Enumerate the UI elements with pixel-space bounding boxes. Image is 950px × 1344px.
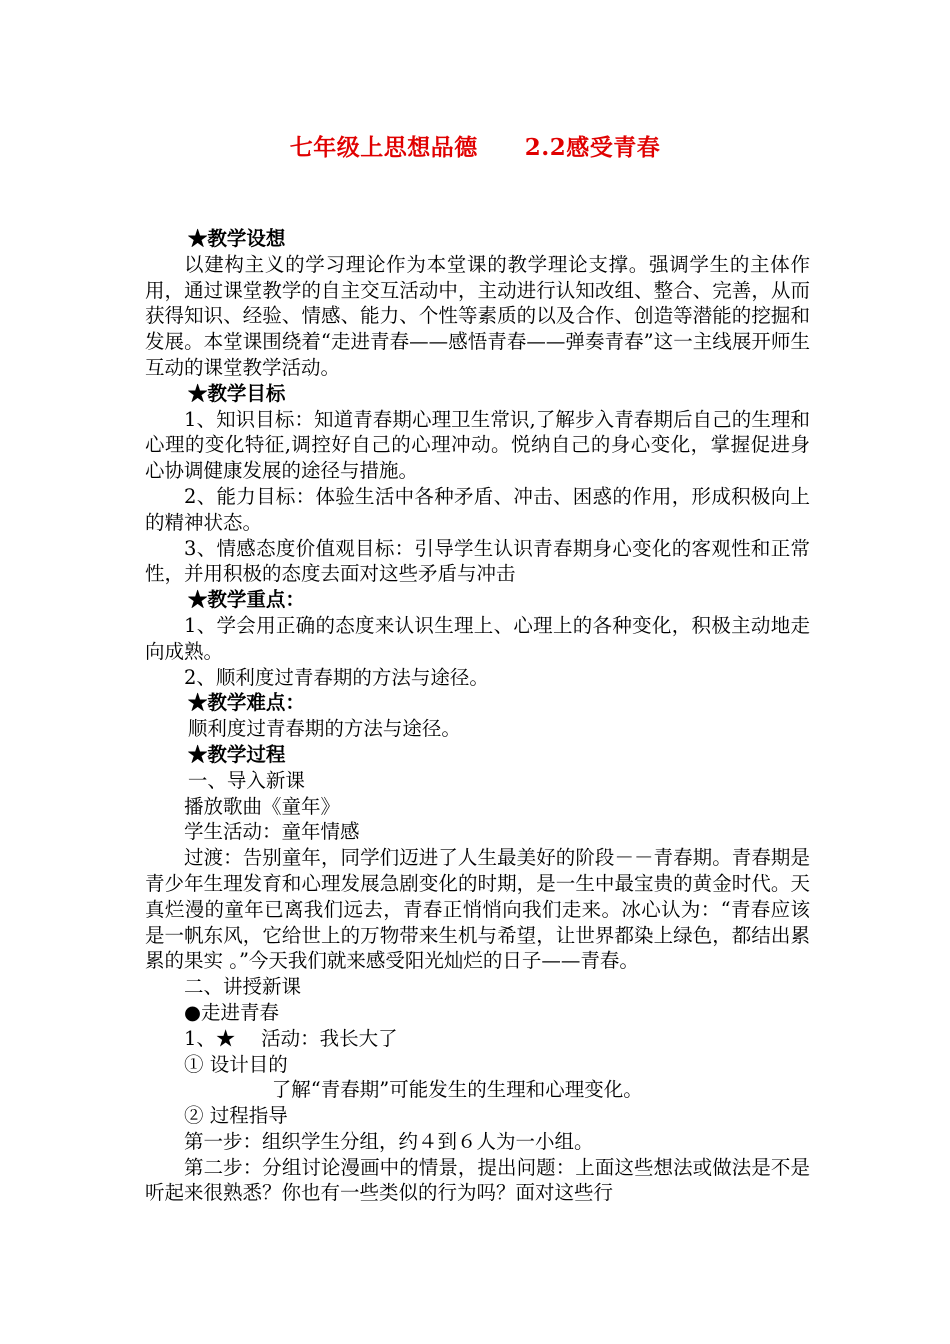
key-point-1: 1、学会用正确的态度来认识生理上、心理上的各种变化，积极主动地走向成熟。: [145, 613, 810, 663]
difficult-heading: ★教学难点：: [187, 691, 305, 715]
step-new: 二、讲授新课: [184, 975, 302, 999]
design-heading: ★教学设想: [187, 227, 286, 250]
step-two: 第二步：分组讨论漫画中的情景，提出问题：上面这些想法或做法是不是听起来很熟悉？你也有一些类似的行为吗？面对这些行: [145, 1155, 810, 1205]
design-paragraph: 以建构主义的学习理论作为本堂课的教学理论支撑。强调学生的主体作用，通过课堂教学的自主交互活动中，主动进行认知改组、整合、完善，从而获得知识、经验、情感、能力、个性等素质的以及合作、创造等潜能的挖掘和发展。本堂课围绕着“走进青春——感悟青春——弹奏青春”这一主线展开师生互动的课堂教学活动。: [145, 252, 810, 379]
document-body: [145, 226, 810, 1206]
document-title: 七年级上思想品德 2.2感受青春: [289, 134, 661, 161]
process-guide: ② 过程指导: [184, 1104, 288, 1128]
enter-youth: ●走进青春: [184, 1000, 280, 1024]
goal-knowledge: 1、知识目标：知道青春期心理卫生常识,了解步入青春期后自己的生理和心理的变化特征,调控好自己的心理冲动。悦纳自己的身心变化，掌握促进身心协调健康发展的途径与措施。: [145, 407, 810, 483]
step-one: 第一步：组织学生分组，约４到６人为一小组。: [184, 1129, 594, 1153]
purpose-text: 了解“青春期”可能发生的生理和心理变化。: [271, 1078, 643, 1102]
step-intro: 一、导入新课: [187, 768, 305, 792]
goal-heading: ★教学目标: [187, 381, 286, 405]
student-activity: 学生活动：童年情感: [184, 820, 360, 844]
key-point-2: 2、顺利度过青春期的方法与途径。: [184, 665, 489, 689]
play-song: 播放歌曲《童年》: [184, 794, 341, 818]
process-heading: ★教学过程: [187, 742, 286, 766]
goal-attitude: 3、情感态度价值观目标：引导学生认识青春期身心变化的客观性和正常性，并用积极的态度去面对这些矛盾与冲击: [145, 536, 810, 586]
transition-paragraph: 过渡：告别童年，同学们迈进了人生最美好的阶段－－青春期。青春期是青少年生理发育和心理发展急剧变化的时期，是一生中最宝贵的黄金时代。天真烂漫的童年已离我们远去，青春正悄悄向我们走来。冰心认为：“青春应该是一帆东风，它给世上的万物带来生机与希望，让世界都染上绿色，都结出累累的果实 。”今天我们就来感受阳光灿烂的日子——青春。: [145, 846, 810, 973]
goal-ability: 2、能力目标：体验生活中各种矛盾、冲击、困惑的作用，形成积极向上的精神状态。: [145, 484, 810, 534]
design-purpose: ① 设计目的: [184, 1052, 288, 1076]
difficult-text: 顺利度过青春期的方法与途径。: [187, 717, 461, 741]
key-heading: ★教学重点：: [187, 588, 305, 612]
activity-1: 1、★ 活动：我长大了: [184, 1026, 398, 1050]
